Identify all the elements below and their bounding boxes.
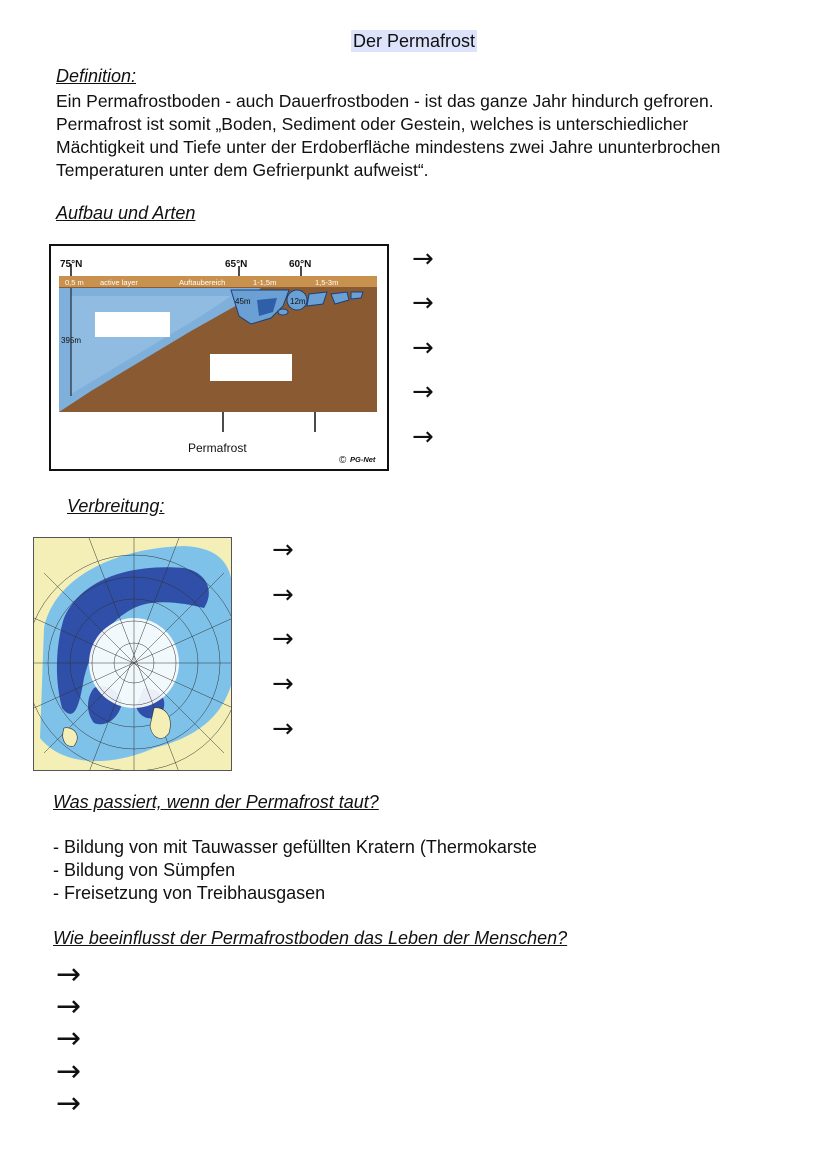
depth-05-label: 0,5 m (65, 278, 84, 287)
arrow-icon: → (272, 535, 294, 565)
permafrost-distribution-map (33, 537, 232, 771)
arrow-icon: → (272, 624, 294, 654)
depth-12m-label: 12m (290, 297, 306, 306)
blank-answer-box-1 (95, 312, 170, 337)
taut-heading: Was passiert, wenn der Permafrost taut? (53, 792, 379, 812)
depth-45m-label: 45m (235, 297, 251, 306)
arrow-icon: → (56, 957, 82, 992)
copyright-label: PG-Net (350, 455, 376, 464)
blank-answer-box-2 (210, 354, 292, 381)
lat-65-label: 65°N (225, 259, 248, 270)
list-item: - Bildung von Sümpfen (53, 860, 236, 880)
depth-395m-label: 395m (61, 336, 82, 345)
arrow-icon: → (412, 377, 434, 407)
verbreitung-heading: Verbreitung: (67, 496, 165, 516)
menschen-heading: Wie beeinflusst der Permafrostboden das Leben der Menschen? (53, 928, 568, 948)
taut-list (53, 836, 537, 905)
lat-75-label: 75°N (60, 259, 83, 270)
arrow-icon: → (56, 989, 82, 1024)
copyright-symbol: © (339, 455, 347, 466)
definition-heading: Definition: (56, 66, 137, 86)
profile-svg (51, 246, 387, 469)
arrow-icon: → (412, 333, 434, 363)
map-svg (34, 538, 232, 771)
arrow-icon: → (56, 1054, 82, 1089)
page-title (0, 31, 828, 52)
permafrost-profile-diagram (49, 244, 389, 471)
arrow-icon: → (412, 288, 434, 318)
arrow-icon: → (412, 244, 434, 274)
definition-line: Temperaturen unter dem Gefrierpunkt aufweist“. (56, 160, 429, 180)
auftaubereich-label: Auftaubereich (179, 278, 226, 287)
list-item: - Freisetzung von Treibhausgasen (53, 883, 326, 903)
depth-15-3-label: 1,5-3m (315, 278, 339, 287)
active-layer-label: active layer (100, 278, 138, 287)
list-item: - Bildung von mit Tauwasser gefüllten Kratern (Thermokarste (53, 837, 537, 857)
arrow-icon: → (272, 714, 294, 744)
arrow-icon: → (56, 1021, 82, 1056)
definition-text (56, 90, 816, 182)
definition-line: Mächtigkeit und Tiefe unter der Erdoberfläche mindestens zwei Jahre ununterbrochen (56, 137, 721, 157)
page-title-text: Der Permafrost (352, 31, 476, 51)
lat-60-label: 60°N (289, 259, 312, 270)
definition-line: Permafrost ist somit „Boden, Sediment oder Gestein, welches is unterschiedlicher (56, 114, 689, 134)
aufbau-heading: Aufbau und Arten (56, 203, 196, 223)
definition-line: Ein Permafrostboden - auch Dauerfrostboden - ist das ganze Jahr hindurch gefroren. (56, 91, 714, 111)
permafrost-caption: Permafrost (188, 441, 247, 455)
arrow-icon: → (412, 422, 434, 452)
depth-1-15-label: 1-1,5m (253, 278, 277, 287)
arrow-icon: → (56, 1086, 82, 1121)
arrow-icon: → (272, 669, 294, 699)
arrow-icon: → (272, 580, 294, 610)
